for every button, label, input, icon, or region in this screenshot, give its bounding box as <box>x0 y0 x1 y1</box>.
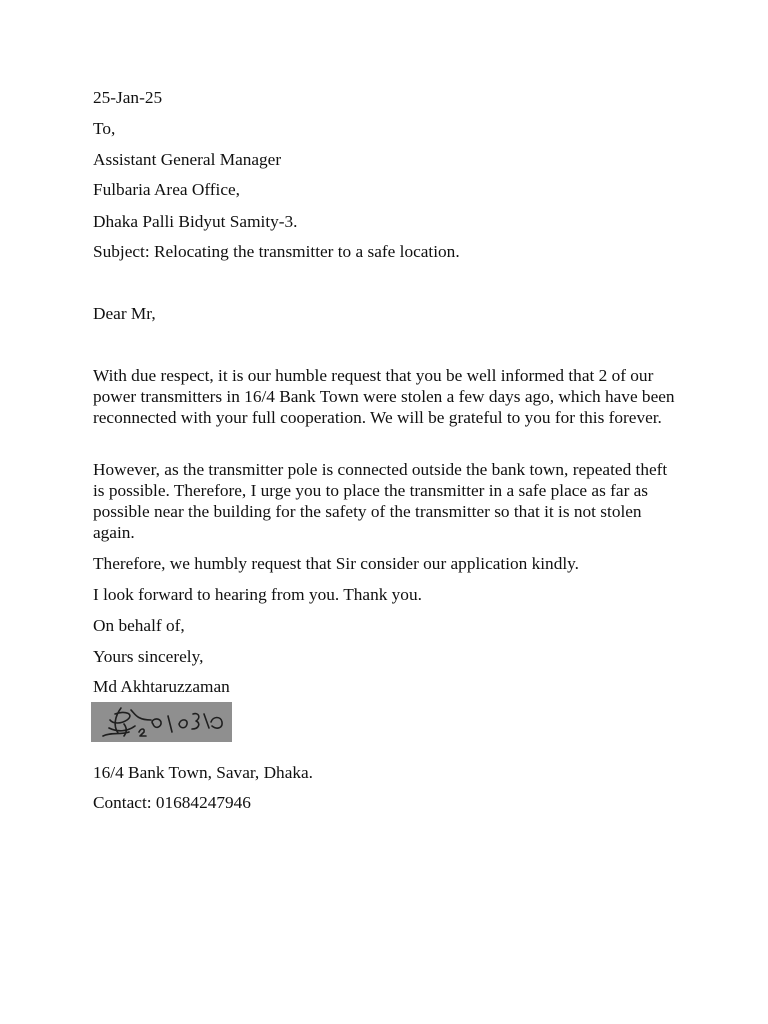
sender-name: Md Akhtaruzzaman <box>93 677 230 696</box>
subject-line: Subject: Relocating the transmitter to a safe location. <box>93 242 460 261</box>
recipient-org: Dhaka Palli Bidyut Samity-3. <box>93 212 298 231</box>
letter-date: 25-Jan-25 <box>93 88 163 107</box>
recipient-office: Fulbaria Area Office, <box>93 180 240 199</box>
to-line: To, <box>93 119 116 138</box>
body-paragraph-1: With due respect, it is our humble request that you be well informed that 2 of our power transmitters in 16/4 Bank Town were stolen a few days ago, which have been reconnected with your full cooperation. We will be grateful to you for this forever. <box>93 366 675 427</box>
handwritten-signature <box>91 702 232 742</box>
signature-image <box>91 702 232 742</box>
body-paragraph-4: I look forward to hearing from you. Thank you. <box>93 585 422 604</box>
sender-contact: Contact: 01684247946 <box>93 793 251 812</box>
salutation: Dear Mr, <box>93 304 156 323</box>
body-paragraph-3: Therefore, we humbly request that Sir consider our application kindly. <box>93 554 579 573</box>
recipient-title: Assistant General Manager <box>93 150 282 169</box>
on-behalf-line: On behalf of, <box>93 616 185 635</box>
sender-address: 16/4 Bank Town, Savar, Dhaka. <box>93 763 313 782</box>
body-paragraph-2: However, as the transmitter pole is connected outside the bank town, repeated theft is possible. Therefore, I urge you to place the transmitter in a safe place as far as possible near the building for the safety of the transmitter so that it is not stolen again. <box>93 460 668 542</box>
closing-line: Yours sincerely, <box>93 647 204 666</box>
